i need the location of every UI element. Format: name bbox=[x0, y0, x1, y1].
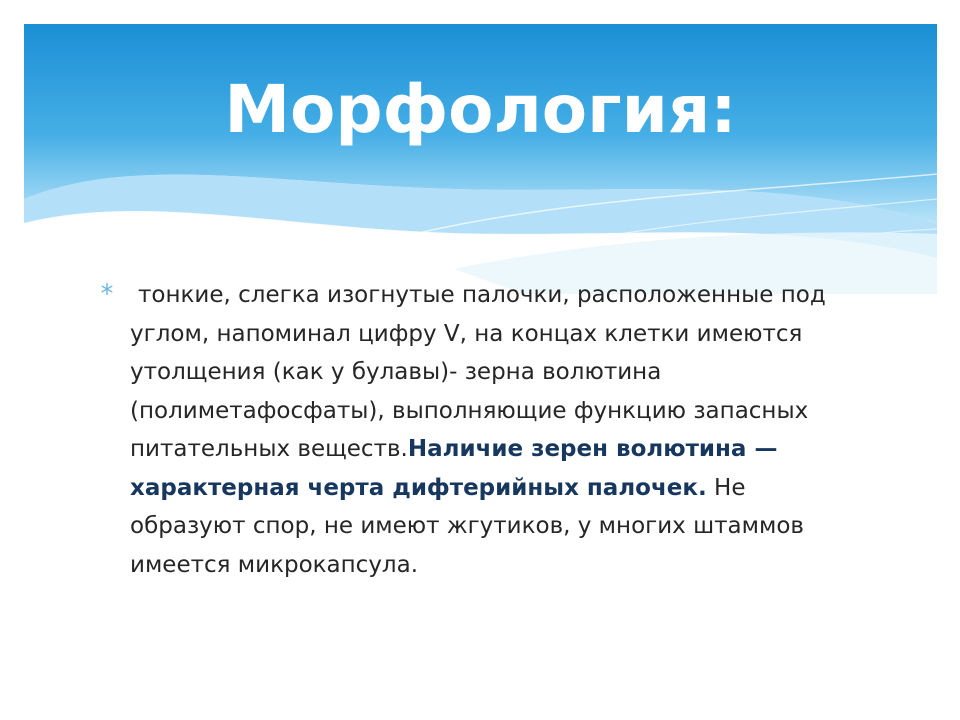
asterisk-bullet-icon bbox=[100, 282, 114, 296]
slide-title: Морфология: bbox=[224, 71, 737, 148]
slide-body bbox=[100, 276, 860, 584]
bullet-lead-text: тонкие, слегка изогнутые палочки, расположенные под углом, напоминал цифру V, на концах клетки имеются утолщения (как у булавы)- зерна волютина (полиметафосфаты), выполняющие функцию запасных питательных веществ. bbox=[130, 282, 826, 462]
bullet-bold-text: Наличие зерен волютина — характерная черта дифтерийных палочек. bbox=[130, 436, 778, 501]
bullet-item bbox=[100, 276, 860, 584]
bullet-tail-text: Не образуют спор, не имеют жгутиков, у многих штаммов имеется микрокапсула. bbox=[130, 474, 804, 578]
bullet-text bbox=[130, 276, 860, 584]
